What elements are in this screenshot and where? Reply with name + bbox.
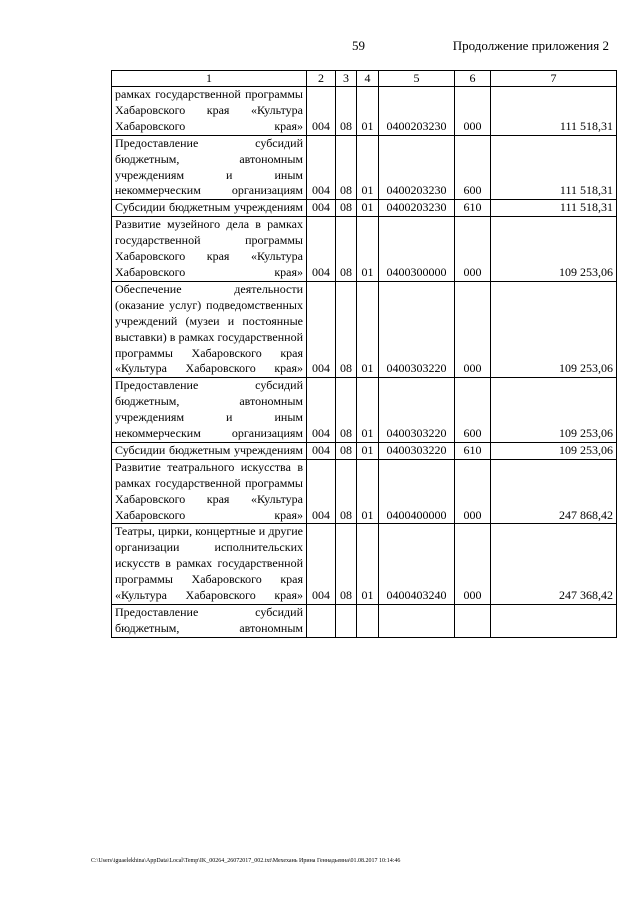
footer-file-path: C:\Users\iguaelekhina\AppData\Local\Temp\IK_00264_26072017_002.txt\Мехехань Ирина Геннадьевна\01.08.2017 10:14:46	[91, 858, 401, 864]
row-target-cell: 0400303220	[379, 378, 455, 443]
row-code-cell: 004	[307, 200, 336, 217]
table-row	[112, 524, 617, 605]
row-section-cell: 08	[336, 378, 357, 443]
row-subsection-cell: 01	[357, 87, 379, 136]
row-target-cell: 0400203230	[379, 87, 455, 136]
row-code-cell: 004	[307, 281, 336, 377]
row-sum-cell: 109 253,06	[491, 281, 617, 377]
row-section-cell: 08	[336, 217, 357, 282]
row-code-cell: 004	[307, 442, 336, 459]
row-subsection-cell: 01	[357, 524, 379, 605]
row-target-cell: 0400403240	[379, 524, 455, 605]
row-name-cell: Субсидии бюджетным учреждениям	[112, 442, 307, 459]
row-sum-cell: 247 368,42	[491, 524, 617, 605]
row-code-cell: 004	[307, 459, 336, 524]
table-row	[112, 605, 617, 638]
row-type-cell: 000	[455, 87, 491, 136]
row-subsection-cell: 01	[357, 217, 379, 282]
page-number: 59	[352, 38, 365, 53]
column-header: 1	[112, 71, 307, 87]
continuation-label: Продолжение приложения 2	[452, 38, 609, 53]
row-subsection-cell: 01	[357, 442, 379, 459]
table-row	[112, 442, 617, 459]
row-section-cell	[336, 605, 357, 638]
row-code-cell: 004	[307, 217, 336, 282]
table-row	[112, 87, 617, 136]
row-name-cell: Развитие театрального искусства в рамках государственной программы Хабаровского края «Культура Хабаровского края»	[112, 459, 307, 524]
row-section-cell: 08	[336, 135, 357, 200]
column-header: 7	[491, 71, 617, 87]
table-row	[112, 135, 617, 200]
row-type-cell: 000	[455, 459, 491, 524]
row-type-cell: 610	[455, 442, 491, 459]
row-type-cell: 000	[455, 281, 491, 377]
row-target-cell: 0400203230	[379, 135, 455, 200]
row-section-cell: 08	[336, 200, 357, 217]
row-section-cell: 08	[336, 459, 357, 524]
row-name-cell: Предоставление субсидий бюджетным, автономным учреждениям и иным некоммерческим организациям	[112, 135, 307, 200]
row-subsection-cell: 01	[357, 378, 379, 443]
table-row	[112, 378, 617, 443]
row-target-cell: 0400303220	[379, 281, 455, 377]
column-header: 4	[357, 71, 379, 87]
row-type-cell: 000	[455, 217, 491, 282]
row-name-cell: Развитие музейного дела в рамках государственной программы Хабаровского края «Культура Хабаровского края»	[112, 217, 307, 282]
row-target-cell: 0400203230	[379, 200, 455, 217]
row-subsection-cell	[357, 605, 379, 638]
row-sum-cell: 109 253,06	[491, 217, 617, 282]
row-code-cell: 004	[307, 87, 336, 136]
row-code-cell: 004	[307, 378, 336, 443]
row-name-cell: Предоставление субсидий бюджетным, автономным	[112, 605, 307, 638]
row-target-cell: 0400303220	[379, 442, 455, 459]
table-row	[112, 281, 617, 377]
row-type-cell: 600	[455, 378, 491, 443]
row-code-cell	[307, 605, 336, 638]
row-sum-cell: 111 518,31	[491, 200, 617, 217]
row-type-cell: 600	[455, 135, 491, 200]
row-section-cell: 08	[336, 87, 357, 136]
row-section-cell: 08	[336, 524, 357, 605]
row-name-cell: Субсидии бюджетным учреждениям	[112, 200, 307, 217]
row-target-cell	[379, 605, 455, 638]
row-sum-cell: 109 253,06	[491, 442, 617, 459]
row-sum-cell: 111 518,31	[491, 87, 617, 136]
row-sum-cell: 109 253,06	[491, 378, 617, 443]
budget-table	[111, 70, 617, 638]
row-name-cell: рамках государственной программы Хабаровского края «Культура Хабаровского края»	[112, 87, 307, 136]
row-code-cell: 004	[307, 524, 336, 605]
row-code-cell: 004	[307, 135, 336, 200]
table-row	[112, 200, 617, 217]
column-header: 2	[307, 71, 336, 87]
row-subsection-cell: 01	[357, 459, 379, 524]
row-subsection-cell: 01	[357, 135, 379, 200]
column-header: 5	[379, 71, 455, 87]
row-sum-cell: 247 868,42	[491, 459, 617, 524]
row-sum-cell	[491, 605, 617, 638]
row-section-cell: 08	[336, 442, 357, 459]
row-type-cell	[455, 605, 491, 638]
row-subsection-cell: 01	[357, 281, 379, 377]
table-row	[112, 459, 617, 524]
column-header: 3	[336, 71, 357, 87]
row-subsection-cell: 01	[357, 200, 379, 217]
row-section-cell: 08	[336, 281, 357, 377]
row-target-cell: 0400400000	[379, 459, 455, 524]
row-type-cell: 000	[455, 524, 491, 605]
row-target-cell: 0400300000	[379, 217, 455, 282]
row-name-cell: Театры, цирки, концертные и другие организации исполнительских искусств в рамках государственной программы Хабаровского края «Культура Хабаровского края»	[112, 524, 307, 605]
row-sum-cell: 111 518,31	[491, 135, 617, 200]
row-name-cell: Предоставление субсидий бюджетным, автономным учреждениям и иным некоммерческим организациям	[112, 378, 307, 443]
column-header: 6	[455, 71, 491, 87]
row-name-cell: Обеспечение деятельности (оказание услуг) подведомственных учреждений (музеи и постоянные выставки) в рамках государственной программы Хабаровского края «Культура Хабаровского края»	[112, 281, 307, 377]
table-header-row	[112, 71, 617, 87]
table-row	[112, 217, 617, 282]
row-type-cell: 610	[455, 200, 491, 217]
